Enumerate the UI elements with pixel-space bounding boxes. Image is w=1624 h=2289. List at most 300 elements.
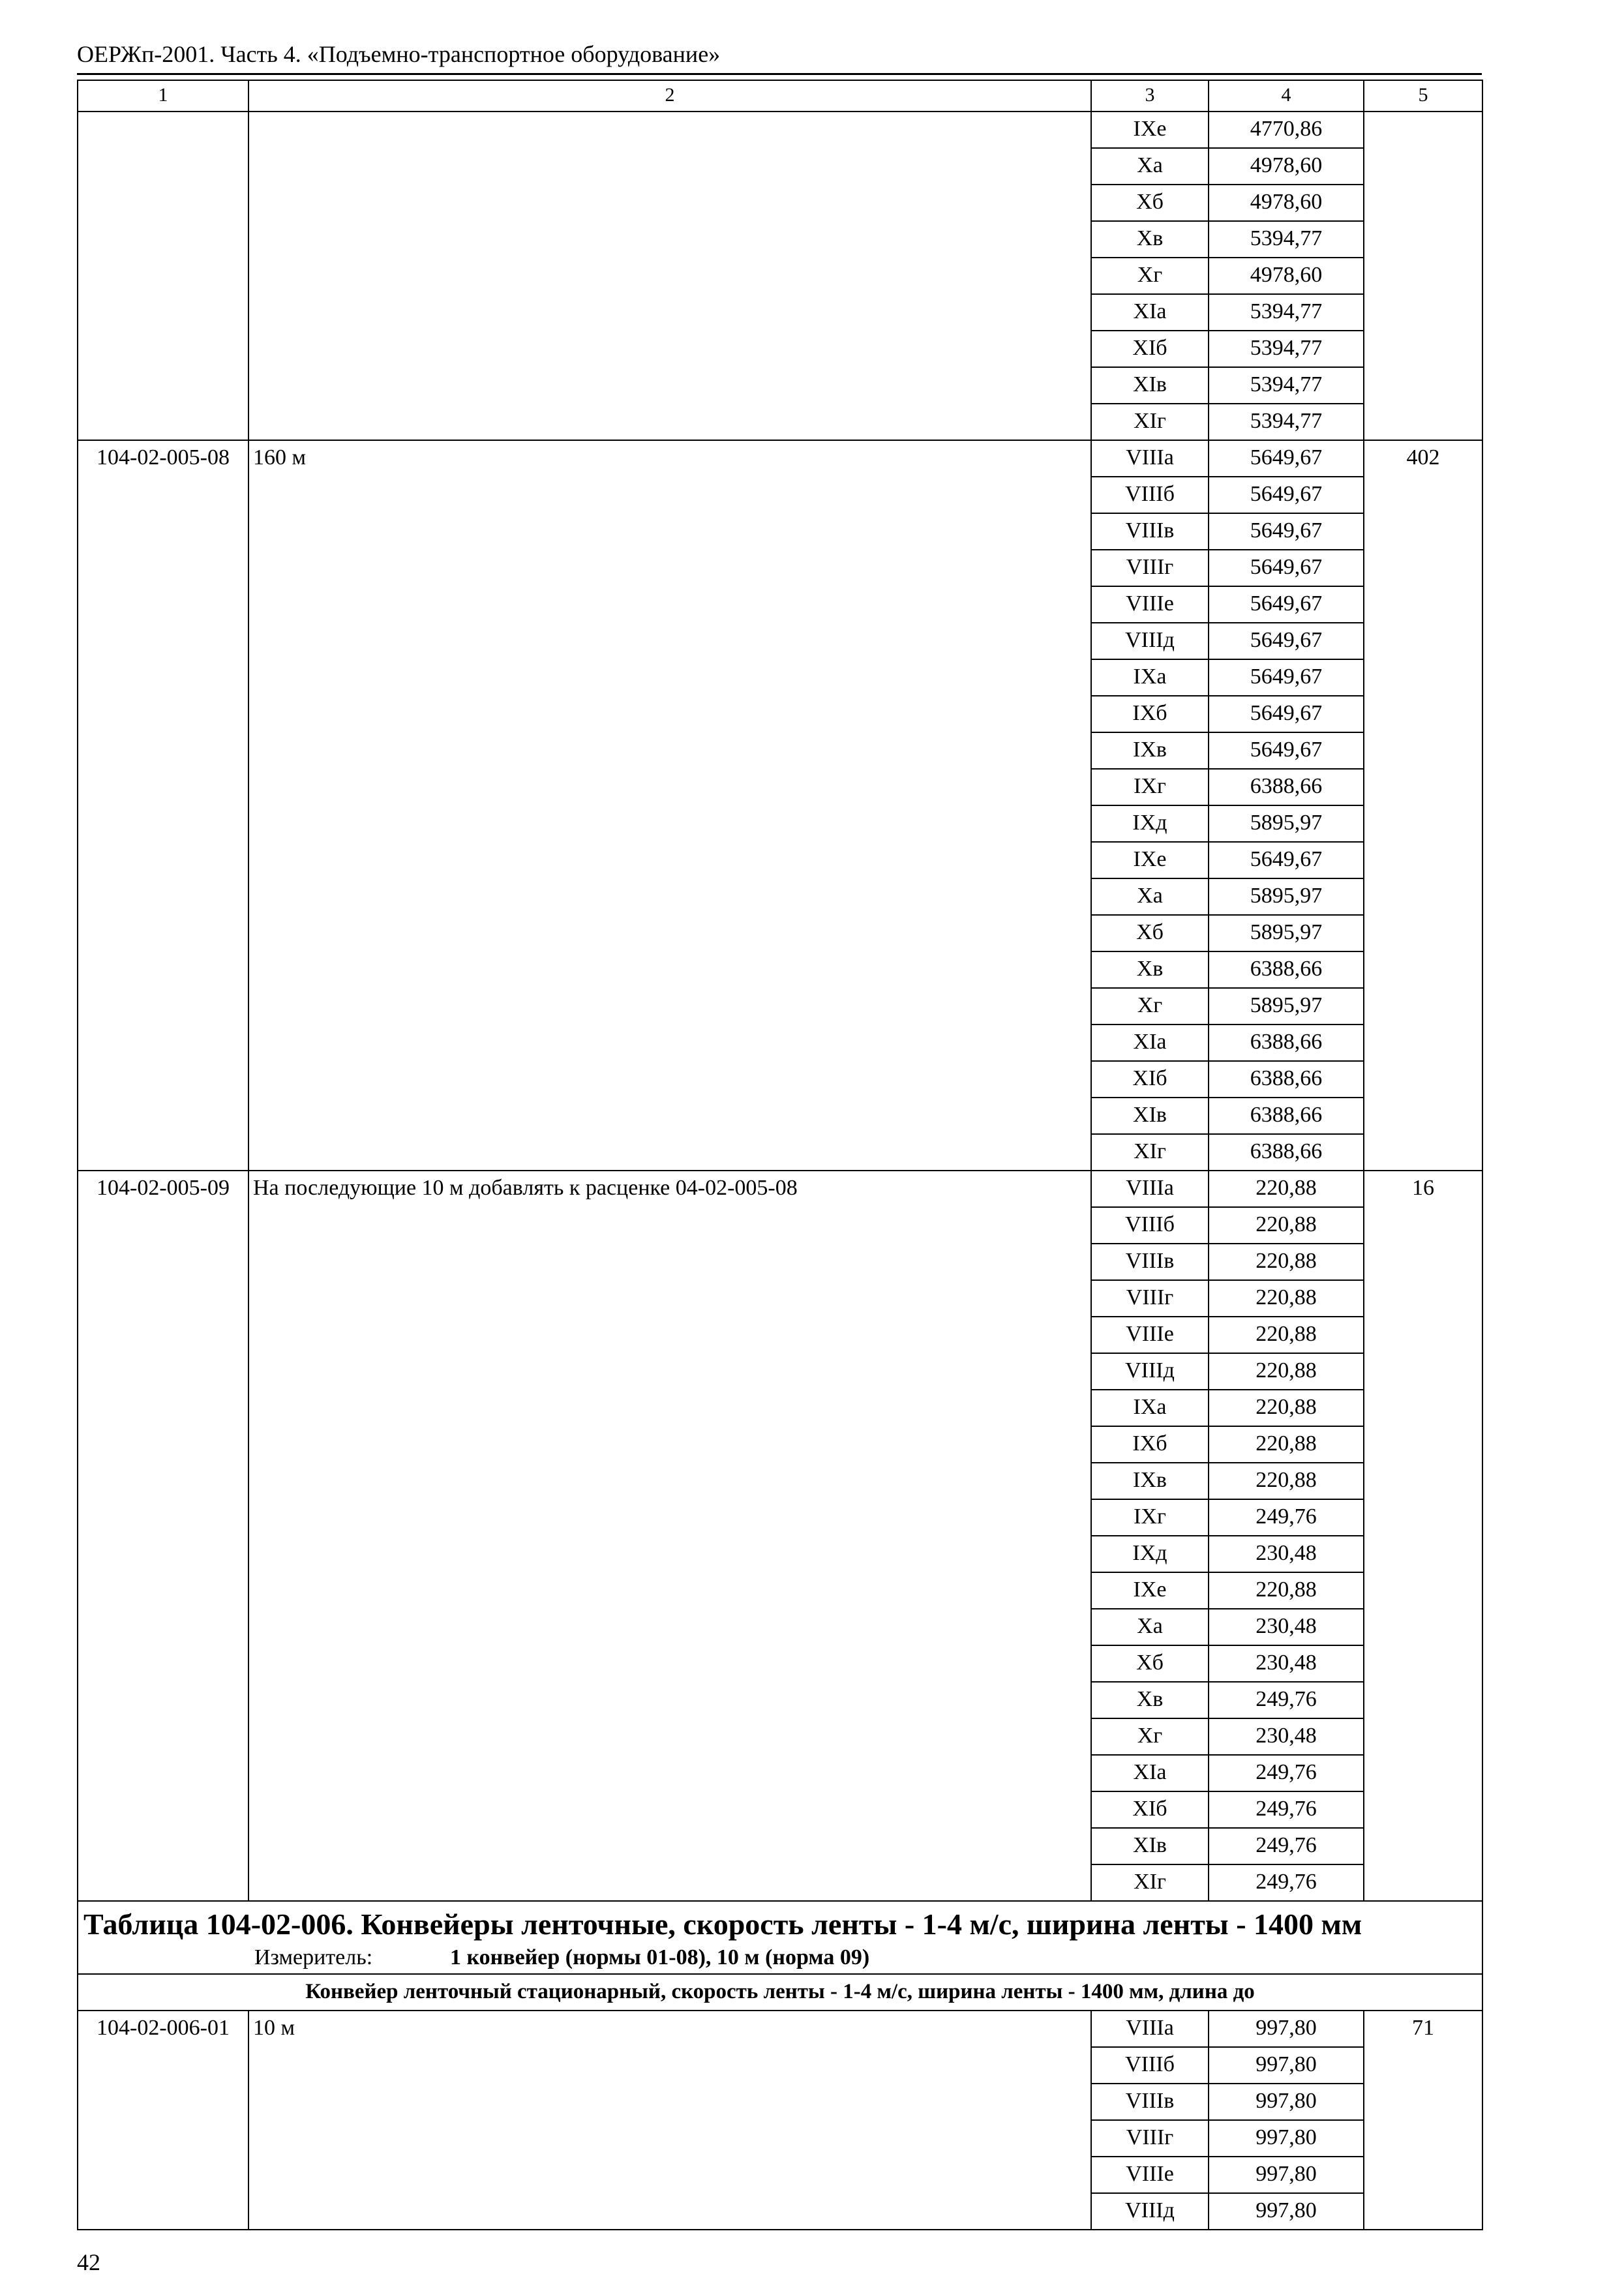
table-row bbox=[78, 185, 1482, 221]
row-labor bbox=[1364, 331, 1482, 367]
row-labor: 71 bbox=[1364, 2011, 1482, 2047]
table-row bbox=[78, 477, 1482, 513]
row-zone: XIв bbox=[1091, 1828, 1209, 1864]
table-row bbox=[78, 1061, 1482, 1098]
row-labor bbox=[1364, 112, 1482, 148]
row-price: 997,80 bbox=[1209, 2011, 1364, 2047]
row-code bbox=[78, 1572, 248, 1609]
row-price: 6388,66 bbox=[1209, 1134, 1364, 1171]
row-labor bbox=[1364, 1463, 1482, 1499]
row-zone: XIб bbox=[1091, 1791, 1209, 1828]
row-code bbox=[78, 1353, 248, 1390]
section-title-row bbox=[78, 1901, 1482, 1974]
row-labor: 402 bbox=[1364, 440, 1482, 477]
row-zone: IXг bbox=[1091, 769, 1209, 805]
row-price: 997,80 bbox=[1209, 2157, 1364, 2193]
row-zone: XIв bbox=[1091, 1098, 1209, 1134]
row-price: 5895,97 bbox=[1209, 805, 1364, 842]
row-description bbox=[248, 1645, 1091, 1682]
row-price: 230,48 bbox=[1209, 1718, 1364, 1755]
table-row bbox=[78, 1353, 1482, 1390]
row-price: 220,88 bbox=[1209, 1572, 1364, 1609]
row-zone: IXб bbox=[1091, 696, 1209, 732]
row-labor bbox=[1364, 221, 1482, 258]
row-description: 10 м bbox=[248, 2011, 1091, 2047]
row-code bbox=[78, 404, 248, 440]
row-zone: Xг bbox=[1091, 258, 1209, 294]
row-zone: XIг bbox=[1091, 1134, 1209, 1171]
row-description bbox=[248, 1572, 1091, 1609]
row-price: 5895,97 bbox=[1209, 878, 1364, 915]
row-code bbox=[78, 1426, 248, 1463]
table-row bbox=[78, 2011, 1482, 2047]
row-price: 5895,97 bbox=[1209, 915, 1364, 951]
row-price: 5649,67 bbox=[1209, 659, 1364, 696]
row-description bbox=[248, 1061, 1091, 1098]
row-zone: VIIIг bbox=[1091, 550, 1209, 586]
row-zone: VIIIд bbox=[1091, 2193, 1209, 2230]
row-price: 6388,66 bbox=[1209, 1025, 1364, 1061]
table-row bbox=[78, 1536, 1482, 1572]
row-zone: VIIIв bbox=[1091, 1244, 1209, 1280]
row-description bbox=[248, 294, 1091, 331]
row-price: 5394,77 bbox=[1209, 331, 1364, 367]
row-code bbox=[78, 367, 248, 404]
table-row bbox=[78, 367, 1482, 404]
row-code: 104-02-005-09 bbox=[78, 1171, 248, 1207]
row-price: 5649,67 bbox=[1209, 696, 1364, 732]
row-code bbox=[78, 586, 248, 623]
row-labor bbox=[1364, 1536, 1482, 1572]
table-row bbox=[78, 2084, 1482, 2120]
row-labor bbox=[1364, 1609, 1482, 1645]
row-labor bbox=[1364, 1353, 1482, 1390]
row-code bbox=[78, 513, 248, 550]
row-price: 4978,60 bbox=[1209, 258, 1364, 294]
row-zone: IXе bbox=[1091, 842, 1209, 878]
row-code bbox=[78, 659, 248, 696]
table-row bbox=[78, 1682, 1482, 1718]
table-row bbox=[78, 951, 1482, 988]
row-price: 6388,66 bbox=[1209, 1061, 1364, 1098]
table-row bbox=[78, 1207, 1482, 1244]
row-labor bbox=[1364, 1718, 1482, 1755]
row-price: 220,88 bbox=[1209, 1353, 1364, 1390]
row-code bbox=[78, 2084, 248, 2120]
row-labor bbox=[1364, 732, 1482, 769]
row-labor bbox=[1364, 513, 1482, 550]
row-labor bbox=[1364, 1682, 1482, 1718]
row-zone: VIIIе bbox=[1091, 2157, 1209, 2193]
row-price: 5394,77 bbox=[1209, 294, 1364, 331]
row-description bbox=[248, 1353, 1091, 1390]
row-zone: IXа bbox=[1091, 1390, 1209, 1426]
row-description bbox=[248, 404, 1091, 440]
row-labor bbox=[1364, 2047, 1482, 2084]
row-price: 249,76 bbox=[1209, 1864, 1364, 1901]
row-code bbox=[78, 1718, 248, 1755]
row-code bbox=[78, 2157, 248, 2193]
row-description bbox=[248, 1207, 1091, 1244]
row-zone: XIб bbox=[1091, 1061, 1209, 1098]
row-labor bbox=[1364, 805, 1482, 842]
row-zone: Xв bbox=[1091, 951, 1209, 988]
row-code bbox=[78, 769, 248, 805]
row-zone: XIб bbox=[1091, 331, 1209, 367]
row-description bbox=[248, 1390, 1091, 1426]
table-row bbox=[78, 1171, 1482, 1207]
table-row bbox=[78, 1645, 1482, 1682]
table-row bbox=[78, 1755, 1482, 1791]
row-description bbox=[248, 367, 1091, 404]
row-zone: VIIIб bbox=[1091, 1207, 1209, 1244]
row-labor bbox=[1364, 1755, 1482, 1791]
row-labor bbox=[1364, 696, 1482, 732]
row-price: 230,48 bbox=[1209, 1609, 1364, 1645]
row-code bbox=[78, 258, 248, 294]
row-description: На последующие 10 м добавлять к расценке 04-02-005-08 bbox=[248, 1171, 1091, 1207]
row-zone: IXд bbox=[1091, 805, 1209, 842]
table-row bbox=[78, 1791, 1482, 1828]
table-row bbox=[78, 1499, 1482, 1536]
row-description bbox=[248, 148, 1091, 185]
row-code bbox=[78, 294, 248, 331]
row-code bbox=[78, 1828, 248, 1864]
row-code bbox=[78, 1390, 248, 1426]
row-zone: VIIIб bbox=[1091, 477, 1209, 513]
row-price: 4978,60 bbox=[1209, 148, 1364, 185]
row-zone: XIа bbox=[1091, 1755, 1209, 1791]
row-code bbox=[78, 1280, 248, 1317]
table-row bbox=[78, 988, 1482, 1025]
row-code bbox=[78, 550, 248, 586]
row-code bbox=[78, 1134, 248, 1171]
table-row bbox=[78, 659, 1482, 696]
row-labor bbox=[1364, 988, 1482, 1025]
row-code bbox=[78, 1025, 248, 1061]
row-code bbox=[78, 1463, 248, 1499]
row-price: 5649,67 bbox=[1209, 550, 1364, 586]
row-price: 5394,77 bbox=[1209, 367, 1364, 404]
table-row bbox=[78, 1572, 1482, 1609]
row-zone: VIIIд bbox=[1091, 623, 1209, 659]
row-price: 249,76 bbox=[1209, 1828, 1364, 1864]
document-header: ОЕРЖп-2001. Часть 4. «Подъемно-транспортное оборудование» bbox=[77, 41, 721, 67]
row-description bbox=[248, 513, 1091, 550]
row-zone: VIIIг bbox=[1091, 1280, 1209, 1317]
page-number: 42 bbox=[77, 2249, 100, 2275]
row-labor bbox=[1364, 878, 1482, 915]
row-zone: VIIIб bbox=[1091, 2047, 1209, 2084]
row-price: 5649,67 bbox=[1209, 732, 1364, 769]
column-header-1: 1 bbox=[78, 80, 248, 112]
row-price: 5649,67 bbox=[1209, 842, 1364, 878]
row-price: 997,80 bbox=[1209, 2193, 1364, 2230]
row-labor bbox=[1364, 623, 1482, 659]
row-labor bbox=[1364, 550, 1482, 586]
row-labor bbox=[1364, 769, 1482, 805]
row-zone: Xг bbox=[1091, 1718, 1209, 1755]
row-zone: Xб bbox=[1091, 185, 1209, 221]
row-description bbox=[248, 878, 1091, 915]
row-code bbox=[78, 878, 248, 915]
row-price: 5649,67 bbox=[1209, 623, 1364, 659]
row-description bbox=[248, 1134, 1091, 1171]
row-description bbox=[248, 2084, 1091, 2120]
row-code bbox=[78, 805, 248, 842]
column-header-2: 2 bbox=[248, 80, 1091, 112]
row-code bbox=[78, 988, 248, 1025]
table-row bbox=[78, 1718, 1482, 1755]
row-code bbox=[78, 1645, 248, 1682]
row-labor bbox=[1364, 148, 1482, 185]
row-labor bbox=[1364, 586, 1482, 623]
row-code bbox=[78, 696, 248, 732]
row-zone: XIа bbox=[1091, 294, 1209, 331]
row-description bbox=[248, 477, 1091, 513]
row-price: 6388,66 bbox=[1209, 951, 1364, 988]
row-code bbox=[78, 1536, 248, 1572]
row-price: 997,80 bbox=[1209, 2047, 1364, 2084]
meter-line bbox=[83, 1943, 1477, 1972]
row-code bbox=[78, 1609, 248, 1645]
row-labor bbox=[1364, 1864, 1482, 1901]
row-labor bbox=[1364, 404, 1482, 440]
table-row bbox=[78, 2120, 1482, 2157]
table-row bbox=[78, 915, 1482, 951]
table-row bbox=[78, 440, 1482, 477]
row-labor bbox=[1364, 1791, 1482, 1828]
row-price: 249,76 bbox=[1209, 1791, 1364, 1828]
row-description bbox=[248, 805, 1091, 842]
row-description bbox=[248, 1499, 1091, 1536]
row-labor bbox=[1364, 367, 1482, 404]
row-description bbox=[248, 1463, 1091, 1499]
row-price: 5649,67 bbox=[1209, 477, 1364, 513]
row-zone: VIIIе bbox=[1091, 586, 1209, 623]
row-description bbox=[248, 1317, 1091, 1353]
table-row bbox=[78, 1025, 1482, 1061]
row-code bbox=[78, 477, 248, 513]
row-labor bbox=[1364, 1645, 1482, 1682]
row-zone: VIIIе bbox=[1091, 1317, 1209, 1353]
row-labor bbox=[1364, 2193, 1482, 2230]
row-zone: VIIIа bbox=[1091, 440, 1209, 477]
table-row bbox=[78, 1134, 1482, 1171]
table-row bbox=[78, 1280, 1482, 1317]
row-price: 5895,97 bbox=[1209, 988, 1364, 1025]
row-code bbox=[78, 732, 248, 769]
row-description bbox=[248, 842, 1091, 878]
row-labor bbox=[1364, 1390, 1482, 1426]
row-price: 249,76 bbox=[1209, 1682, 1364, 1718]
row-description bbox=[248, 1098, 1091, 1134]
row-description bbox=[248, 2193, 1091, 2230]
row-labor bbox=[1364, 1244, 1482, 1280]
table-row bbox=[78, 294, 1482, 331]
row-zone: Xв bbox=[1091, 221, 1209, 258]
row-zone: XIг bbox=[1091, 1864, 1209, 1901]
row-price: 997,80 bbox=[1209, 2120, 1364, 2157]
row-zone: Xг bbox=[1091, 988, 1209, 1025]
row-price: 4978,60 bbox=[1209, 185, 1364, 221]
row-zone: IXе bbox=[1091, 112, 1209, 148]
table-row bbox=[78, 878, 1482, 915]
row-zone: XIг bbox=[1091, 404, 1209, 440]
row-code bbox=[78, 1864, 248, 1901]
table-row bbox=[78, 112, 1482, 148]
row-price: 249,76 bbox=[1209, 1499, 1364, 1536]
row-price: 220,88 bbox=[1209, 1171, 1364, 1207]
header-rule bbox=[77, 73, 1482, 75]
row-code bbox=[78, 148, 248, 185]
row-price: 6388,66 bbox=[1209, 1098, 1364, 1134]
row-labor bbox=[1364, 1426, 1482, 1463]
row-labor bbox=[1364, 1061, 1482, 1098]
row-description bbox=[248, 1025, 1091, 1061]
row-labor bbox=[1364, 1572, 1482, 1609]
row-labor bbox=[1364, 1499, 1482, 1536]
row-code bbox=[78, 1061, 248, 1098]
column-header-4: 4 bbox=[1209, 80, 1364, 112]
row-price: 220,88 bbox=[1209, 1244, 1364, 1280]
row-code: 104-02-006-01 bbox=[78, 2011, 248, 2047]
table-row bbox=[78, 1864, 1482, 1901]
row-code bbox=[78, 1682, 248, 1718]
row-zone: VIIIв bbox=[1091, 2084, 1209, 2120]
row-zone: XIа bbox=[1091, 1025, 1209, 1061]
table-row bbox=[78, 1244, 1482, 1280]
row-zone: IXв bbox=[1091, 732, 1209, 769]
row-code bbox=[78, 1755, 248, 1791]
row-zone: IXе bbox=[1091, 1572, 1209, 1609]
row-description bbox=[248, 2120, 1091, 2157]
table-row bbox=[78, 2193, 1482, 2230]
row-zone: Xа bbox=[1091, 148, 1209, 185]
row-description bbox=[248, 258, 1091, 294]
row-code bbox=[78, 2193, 248, 2230]
row-description bbox=[248, 769, 1091, 805]
row-zone: XIв bbox=[1091, 367, 1209, 404]
row-description bbox=[248, 1609, 1091, 1645]
row-labor bbox=[1364, 659, 1482, 696]
row-code bbox=[78, 1207, 248, 1244]
row-zone: VIIIа bbox=[1091, 1171, 1209, 1207]
row-code bbox=[78, 1499, 248, 1536]
table-row bbox=[78, 1317, 1482, 1353]
row-labor bbox=[1364, 951, 1482, 988]
row-zone: IXа bbox=[1091, 659, 1209, 696]
row-price: 5649,67 bbox=[1209, 586, 1364, 623]
table-row bbox=[78, 331, 1482, 367]
table-row bbox=[78, 148, 1482, 185]
row-description bbox=[248, 951, 1091, 988]
table-row bbox=[78, 513, 1482, 550]
row-code bbox=[78, 1791, 248, 1828]
row-description bbox=[248, 1755, 1091, 1791]
row-price: 249,76 bbox=[1209, 1755, 1364, 1791]
row-labor bbox=[1364, 2157, 1482, 2193]
row-price: 6388,66 bbox=[1209, 769, 1364, 805]
table-row bbox=[78, 404, 1482, 440]
row-labor bbox=[1364, 1280, 1482, 1317]
table-row bbox=[78, 1098, 1482, 1134]
row-code bbox=[78, 1244, 248, 1280]
row-zone: Xа bbox=[1091, 878, 1209, 915]
table-row bbox=[78, 258, 1482, 294]
row-code bbox=[78, 221, 248, 258]
row-zone: IXб bbox=[1091, 1426, 1209, 1463]
row-code bbox=[78, 1317, 248, 1353]
row-description bbox=[248, 1244, 1091, 1280]
row-description bbox=[248, 1280, 1091, 1317]
row-description bbox=[248, 112, 1091, 148]
row-code bbox=[78, 185, 248, 221]
row-labor bbox=[1364, 294, 1482, 331]
row-price: 220,88 bbox=[1209, 1207, 1364, 1244]
row-description bbox=[248, 550, 1091, 586]
table-row bbox=[78, 2157, 1482, 2193]
row-labor bbox=[1364, 842, 1482, 878]
row-description bbox=[248, 1536, 1091, 1572]
row-code bbox=[78, 2120, 248, 2157]
row-zone: VIIIг bbox=[1091, 2120, 1209, 2157]
section-title-cell bbox=[78, 1901, 1482, 1974]
row-labor bbox=[1364, 915, 1482, 951]
table-row bbox=[78, 1828, 1482, 1864]
row-price: 5394,77 bbox=[1209, 404, 1364, 440]
row-labor bbox=[1364, 1098, 1482, 1134]
row-zone: Xа bbox=[1091, 1609, 1209, 1645]
row-labor bbox=[1364, 1134, 1482, 1171]
row-zone: VIIIа bbox=[1091, 2011, 1209, 2047]
rates-table bbox=[77, 80, 1483, 2230]
table-row bbox=[78, 1463, 1482, 1499]
row-description bbox=[248, 1426, 1091, 1463]
column-header-3: 3 bbox=[1091, 80, 1209, 112]
row-description bbox=[248, 1682, 1091, 1718]
table-row bbox=[78, 221, 1482, 258]
row-code bbox=[78, 842, 248, 878]
row-description bbox=[248, 2157, 1091, 2193]
row-code bbox=[78, 623, 248, 659]
row-zone: VIIIв bbox=[1091, 513, 1209, 550]
table-row bbox=[78, 2047, 1482, 2084]
table-row bbox=[78, 550, 1482, 586]
row-price: 4770,86 bbox=[1209, 112, 1364, 148]
row-labor bbox=[1364, 2120, 1482, 2157]
subheading-row bbox=[78, 1974, 1482, 2011]
row-price: 5649,67 bbox=[1209, 513, 1364, 550]
row-labor bbox=[1364, 1828, 1482, 1864]
table-title: Таблица 104-02-006. Конвейеры ленточные, скорость ленты - 1-4 м/с, ширина ленты - 1400 мм bbox=[83, 1908, 1362, 1941]
row-labor bbox=[1364, 185, 1482, 221]
row-description: 160 м bbox=[248, 440, 1091, 477]
row-price: 230,48 bbox=[1209, 1645, 1364, 1682]
row-zone: IXд bbox=[1091, 1536, 1209, 1572]
row-description bbox=[248, 696, 1091, 732]
table-row bbox=[78, 1426, 1482, 1463]
table-row bbox=[78, 696, 1482, 732]
row-description bbox=[248, 221, 1091, 258]
table-row bbox=[78, 586, 1482, 623]
row-description bbox=[248, 1828, 1091, 1864]
row-description bbox=[248, 586, 1091, 623]
row-description bbox=[248, 659, 1091, 696]
row-description bbox=[248, 1791, 1091, 1828]
table-row bbox=[78, 805, 1482, 842]
row-description bbox=[248, 915, 1091, 951]
